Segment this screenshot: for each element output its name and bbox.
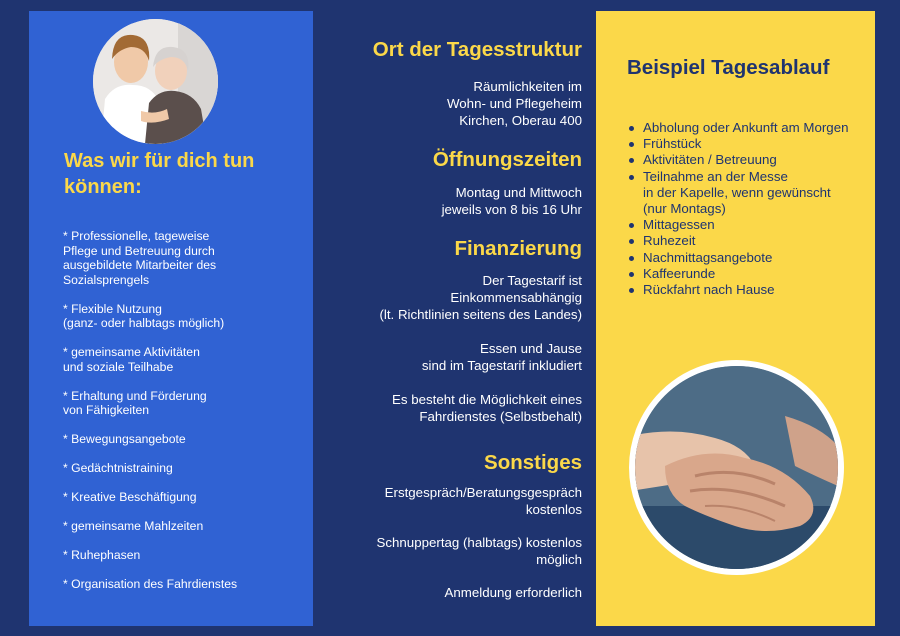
list-item: * Kreative Beschäftigung [63, 490, 197, 504]
left-heading: Was wir für dich tun können: [64, 150, 255, 198]
list-item: * Organisation des Fahrdienstes [63, 577, 238, 591]
hands-photo [629, 360, 844, 575]
list-item: Teilnahme an der Messe in der Kapelle, wenn gewünscht (nur Montags) [643, 169, 875, 218]
list-item: * Ruhephasen [63, 548, 141, 562]
list-item: * gemeinsame Mahlzeiten [63, 519, 204, 533]
list-item: Rückfahrt nach Hause [643, 282, 875, 298]
finanzierung-text-1: Der Tagestarif ist Einkommensabhängig (lt. Richtlinien seitens des Landes) [379, 273, 582, 322]
oeffnungszeiten-text: Montag und Mittwoch jeweils von 8 bis 16 Uhr [441, 185, 582, 217]
sonstiges-text-1: Erstgespräch/Beratungsgespräch kostenlos [384, 485, 582, 517]
finanzierung-text-2: Essen und Jause sind im Tagestarif inkludiert [421, 341, 582, 373]
ort-text: Räumlichkeiten im Wohn- und Pflegeheim Kirchen, Oberau 400 [446, 79, 582, 128]
section-title-sonstiges: Sonstiges [484, 451, 582, 474]
list-item: Nachmittagsangebote [643, 250, 875, 266]
schedule-list [643, 120, 875, 298]
list-item: * gemeinsame Aktivitäten und soziale Teilhabe [63, 345, 200, 374]
center-column [320, 36, 582, 601]
list-item: Frühstück [643, 136, 875, 152]
list-item: Aktivitäten / Betreuung [643, 152, 875, 168]
sonstiges-text-3: Anmeldung erforderlich [444, 585, 582, 600]
list-item: * Erhaltung und Förderung von Fähigkeiten [63, 388, 207, 417]
list-item: * Flexible Nutzung (ganz- oder halbtags möglich) [63, 301, 225, 330]
list-item: * Bewegungsangebote [63, 432, 186, 446]
finanzierung-text-3: Es besteht die Möglichkeit eines Fahrdienstes (Selbstbehalt) [392, 392, 582, 424]
sonstiges-text-2: Schnuppertag (halbtags) kostenlos möglich [376, 535, 582, 567]
section-title-oeffnungszeiten: Öffnungszeiten [432, 148, 582, 171]
section-title-ort: Ort der Tagesstruktur [372, 38, 582, 61]
caregiver-photo [93, 19, 218, 144]
right-title: Beispiel Tagesablauf [627, 56, 830, 79]
list-item: * Professionelle, tageweise Pflege und Betreuung durch ausgebildete Mitarbeiter des Sozialsprengels [63, 229, 217, 287]
services-list [63, 229, 303, 606]
list-item: Ruhezeit [643, 233, 875, 249]
list-item: * Gedächtnistraining [63, 461, 173, 475]
list-item: Abholung oder Ankunft am Morgen [643, 120, 875, 136]
list-item: Kaffeerunde [643, 266, 875, 282]
list-item: Mittagessen [643, 217, 875, 233]
section-title-finanzierung: Finanzierung [454, 237, 582, 260]
